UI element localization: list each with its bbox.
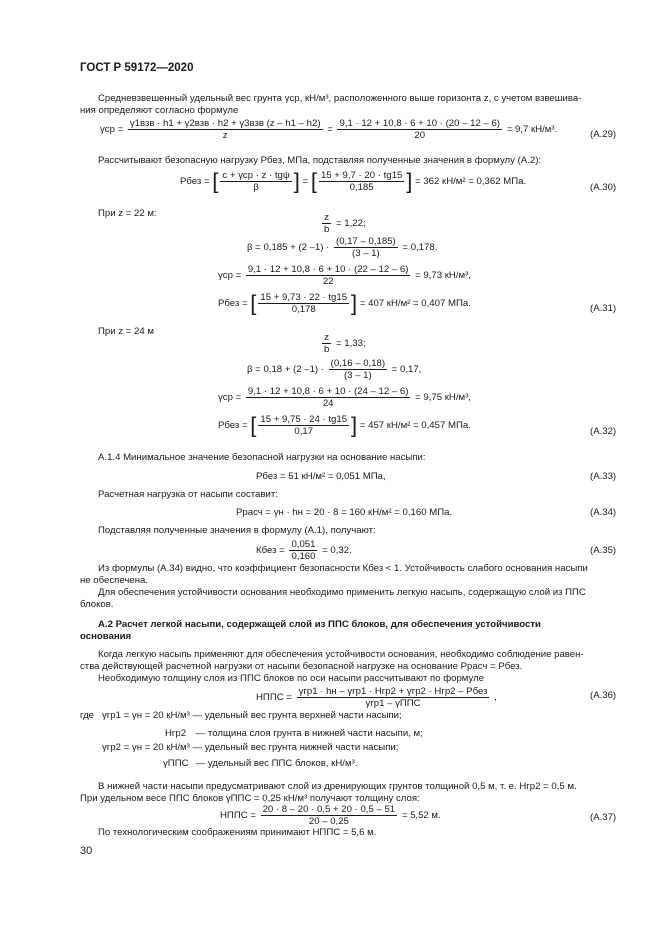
case-22-label: При z = 22 м: bbox=[98, 208, 157, 219]
eq-a32-number: (А.32) bbox=[590, 426, 617, 437]
eq-a33-number: (А.33) bbox=[590, 471, 617, 482]
page-number: 30 bbox=[80, 845, 93, 857]
where-row-4 bbox=[163, 758, 357, 769]
intro-line-1: Средневзвешенный удельный вес грунта γср, кН/м³, расположенного выше горизонта z, с учетом взвешива- bbox=[98, 93, 582, 104]
conclusion-line-3: Для обеспечения устойчивости основания необходимо применить легкую насыпь, содержащую слой из ППС bbox=[98, 587, 586, 598]
where-desc-4: — удельный вес ППС блоков, кН/м³. bbox=[195, 758, 358, 769]
eq-a30-lhs: Рбез = bbox=[180, 176, 210, 188]
case-24-p: Рбез = [ $\frac{15 + 9,75 \cdot 24 \cdot tg15}{0,17}$ ] = 457 кН/м² = 0,457 МПа. bbox=[218, 412, 471, 438]
case-22-p-num: 15 + 9,73 · 22 · tg15 bbox=[260, 292, 348, 303]
eq-a29-number: (А.29) bbox=[590, 129, 617, 140]
eq-a33: Рбез = 51 кН/м² = 0,051 МПа, bbox=[256, 471, 386, 482]
conclusion-line-1: Из формулы (А.34) видно, что коэффициент безопасности Кбез < 1. Устойчивость слабого основания насыпи bbox=[98, 563, 588, 574]
case-24-zb-result: = 1,33; bbox=[336, 338, 366, 350]
eq-a35-lhs: Кбез = bbox=[256, 545, 285, 557]
case-22-beta-result: = 0,178. bbox=[402, 242, 438, 254]
where-row-1 bbox=[80, 710, 402, 721]
where-desc-1: — удельный вес грунта верхней части насыпи; bbox=[192, 710, 402, 721]
eq-a30-den1: β bbox=[253, 182, 259, 193]
eq-a35-den: 0,160 bbox=[291, 551, 316, 562]
eq-a29-fraction-symbolic bbox=[128, 118, 323, 141]
case-24-p-lhs: Рбез = bbox=[218, 420, 248, 432]
section-a2-p2: ства действующей расчетной нагрузки от насыпи безопасной нагрузке на основание Ррасч = Рбез. bbox=[80, 661, 523, 672]
eq-a34: Ррасч = γн · hн = 20 · 8 = 160 кН/м² = 0,160 МПа. bbox=[236, 507, 453, 518]
case-24-gamma-result: = 9,75 кН/м³, bbox=[415, 392, 471, 404]
eq-a35 bbox=[256, 539, 352, 562]
section-a2-title-1: А.2 Расчет легкой насыпи, содержащей слой из ППС блоков, для обеспечения устойчивости bbox=[98, 619, 541, 630]
eq-a37-result: = 5,52 м. bbox=[401, 810, 441, 822]
eq-a36-result: , bbox=[494, 692, 497, 704]
case-22-beta-lhs: β = 0,185 + (2 –1) · bbox=[247, 242, 330, 254]
case-22-p-den: 0,178 bbox=[291, 304, 316, 315]
case-24-beta-num: (0,16 – 0,18) bbox=[330, 358, 386, 369]
case-22-gamma-result: = 9,73 кН/м³, bbox=[415, 270, 471, 282]
eq-a29-num2: 9,1 · 12 + 10,8 · 6 + 10 · (20 – 12 – 6) bbox=[339, 118, 501, 129]
eq-a35-result: = 0,32. bbox=[322, 545, 352, 557]
final-statement: По технологическим соображениям принимают НППС = 5,6 м. bbox=[98, 827, 377, 838]
calc-load-label: Расчетная нагрузка от насыпи составит: bbox=[98, 489, 278, 500]
eq-a30-den2: 0,185 bbox=[349, 182, 374, 193]
case-24-zb-num: z bbox=[322, 332, 331, 344]
eq-a37-num: 20 · 8 – 20 · 0,5 + 20 · 0,5 – 51 bbox=[262, 804, 396, 815]
safe-load-intro: Рассчитывают безопасную нагрузку Рбез, МПа, подставляя полученные значения в формулу (А.2): bbox=[98, 155, 542, 166]
eq-a37-lhs: НППС = bbox=[220, 810, 256, 822]
where-symbol-3: γгр2 = γн = 20 кН/м³ bbox=[102, 742, 190, 753]
eq-a36-num: γгр1 · hн – γгр1 · Нгр2 + γгр2 · Нгр2 – Рбез bbox=[298, 686, 488, 697]
case-24-gamma-num: 9,1 · 12 + 10,8 · 6 + 10 · (24 – 12 – 6) bbox=[247, 386, 409, 397]
case-24-label: При z = 24 м bbox=[98, 326, 154, 337]
where-desc-3: — удельный вес грунта нижней части насыпи; bbox=[192, 742, 399, 753]
eq-a35-number: (А.35) bbox=[590, 545, 617, 556]
case-22-beta-num: (0,17 – 0,185) bbox=[336, 236, 396, 247]
eq-a29-fraction-numeric bbox=[337, 118, 502, 141]
case-24-beta-result: = 0,17, bbox=[391, 364, 422, 376]
conclusion-line-4: блоков. bbox=[80, 599, 114, 610]
case-24-beta bbox=[247, 358, 421, 381]
eq-a30-num2: 15 + 9,7 · 20 · tg15 bbox=[320, 170, 403, 181]
eq-a37-number: (А.37) bbox=[590, 812, 617, 823]
eq-a30-num1: c + γср · z · tgψ bbox=[222, 170, 290, 181]
where-symbol-2: Нгр2 bbox=[165, 728, 187, 739]
eq-a29-den2: 20 bbox=[414, 130, 426, 141]
case-24-zb-den: b bbox=[324, 344, 330, 355]
eq-a31-number: (А.31) bbox=[590, 303, 617, 314]
case-22-gamma-num: 9,1 · 12 + 10,8 · 6 + 10 · (22 – 12 – 6) bbox=[247, 264, 409, 275]
case-24-gamma-den: 24 bbox=[322, 398, 334, 409]
where-row-3 bbox=[102, 742, 398, 753]
equation-a36 bbox=[256, 686, 497, 709]
eq-a29-num1: γ1взв · h1 + γ2взв · h2 + γ3взв (z – h1 – h2) bbox=[129, 118, 321, 129]
case-22-gamma bbox=[218, 264, 471, 287]
where-desc-2: — толщина слоя грунта в нижней части насыпи, м; bbox=[195, 728, 423, 739]
where-symbol-4: γППС bbox=[163, 758, 189, 769]
case-22-p-lhs: Рбез = bbox=[218, 298, 248, 310]
case-22-beta-den: (3 – 1) bbox=[352, 248, 380, 259]
case-22-zb bbox=[320, 212, 366, 235]
case-22-p: Рбез = [ $\frac{15 + 9,73 \cdot 22 \cdot tg15}{0,178}$ ] = 407 кН/м² = 0,407 МПа. bbox=[218, 290, 471, 316]
section-a2-p1: Когда легкую насыпь применяют для обеспечения устойчивости основания, необходимо соблюдение равен- bbox=[98, 649, 584, 660]
eq-a30-fraction-numeric bbox=[319, 170, 404, 193]
where-prefix: где bbox=[80, 710, 95, 721]
eq-a34-number: (А.34) bbox=[590, 507, 617, 518]
document-code: ГОСТ Р 59172—2020 bbox=[80, 62, 194, 74]
where-symbol-1: γгр1 = γн = 20 кН/м³ bbox=[102, 710, 190, 721]
case-22-gamma-den: 22 bbox=[322, 276, 334, 287]
case-22-zb-den: b bbox=[324, 224, 330, 235]
equation-a37 bbox=[220, 804, 441, 827]
where-row-2 bbox=[165, 728, 423, 739]
eq-a29-lhs: γср = bbox=[100, 124, 124, 136]
eq-a36-number: (А.36) bbox=[590, 690, 617, 701]
section-a14-title: А.1.4 Минимальное значение безопасной нагрузки на основание насыпи: bbox=[98, 452, 426, 463]
eq-a29-den1: z bbox=[222, 130, 228, 141]
section-a2-title-2: основания bbox=[80, 631, 132, 642]
case-24-p-den: 0,17 bbox=[294, 426, 314, 437]
conclusion-line-2: не обеспечена. bbox=[80, 575, 148, 586]
case-22-zb-result: = 1,22; bbox=[336, 218, 366, 230]
eq-a30-number: (А.30) bbox=[590, 182, 617, 193]
case-24-zb bbox=[320, 332, 366, 355]
case-24-gamma bbox=[218, 386, 471, 409]
case-24-beta-lhs: β = 0,18 + (2 –1) · bbox=[247, 364, 324, 376]
case-22-beta bbox=[247, 236, 437, 259]
eq-a30-fraction-symbolic bbox=[220, 170, 291, 193]
drain-line-2: При удельном весе ППС блоков γППС = 0,25 кН/м³ получают толщину слоя: bbox=[80, 793, 420, 804]
eq-a29-result: = 9,7 кН/м³. bbox=[506, 124, 558, 136]
case-24-gamma-lhs: γср = bbox=[218, 392, 242, 404]
case-24-p-result: = 457 кН/м² = 0,457 МПа. bbox=[359, 420, 471, 432]
eq-a37-den: 20 – 0,25 bbox=[308, 816, 349, 827]
eq-a30-result: = 362 кН/м² = 0,362 МПа. bbox=[415, 176, 527, 188]
equation-a30: Рбез = [ $\frac{\text{c + γср · z · tgψ}}{\beta}$ ] = [ $\frac{15 + 9,7 \cdot 20 \cdot tg15}{0,185}$ ] = 362 кН/м² = 0,362 МПа. bbox=[180, 168, 527, 194]
intro-line-2: ния определяют согласно формуле bbox=[80, 105, 239, 116]
eq-a35-num: 0,051 bbox=[291, 539, 316, 550]
eq-a36-den: γгр1 – γППС bbox=[365, 698, 421, 709]
case-22-gamma-lhs: γср = bbox=[218, 270, 242, 282]
eq-a36-lhs: НППС = bbox=[256, 692, 292, 704]
section-a2-p3: Необходимую толщину слоя из ППС блоков по оси насыпи рассчитывают по формуле bbox=[98, 673, 484, 684]
substitute-label: Подставляя полученные значения в формулу (А.1), получают: bbox=[98, 525, 376, 536]
case-22-zb-num: z bbox=[322, 212, 331, 224]
case-24-p-num: 15 + 9,75 · 24 · tg15 bbox=[260, 414, 348, 425]
case-22-p-result: = 407 кН/м² = 0,407 МПа. bbox=[359, 298, 471, 310]
case-24-beta-den: (3 – 1) bbox=[343, 370, 372, 381]
drain-line-1: В нижней части насыпи предусматривают слой из дренирующих грунтов толщиной 0,5 м, т. е. Нгр2 = 0,5 м. bbox=[98, 781, 577, 792]
equation-a29: γср = $\frac{\text{γ1взв · h1 + γ2взв · h2 + γ3взв (z – h1 – h2)}}{z}$ = $\frac{9,1 \cdot 12 + 10,8 \cdot 6 + 10 \cdot (20 - 12 - 6)}{20}$ = 9,7 кН/м³. bbox=[100, 118, 558, 141]
